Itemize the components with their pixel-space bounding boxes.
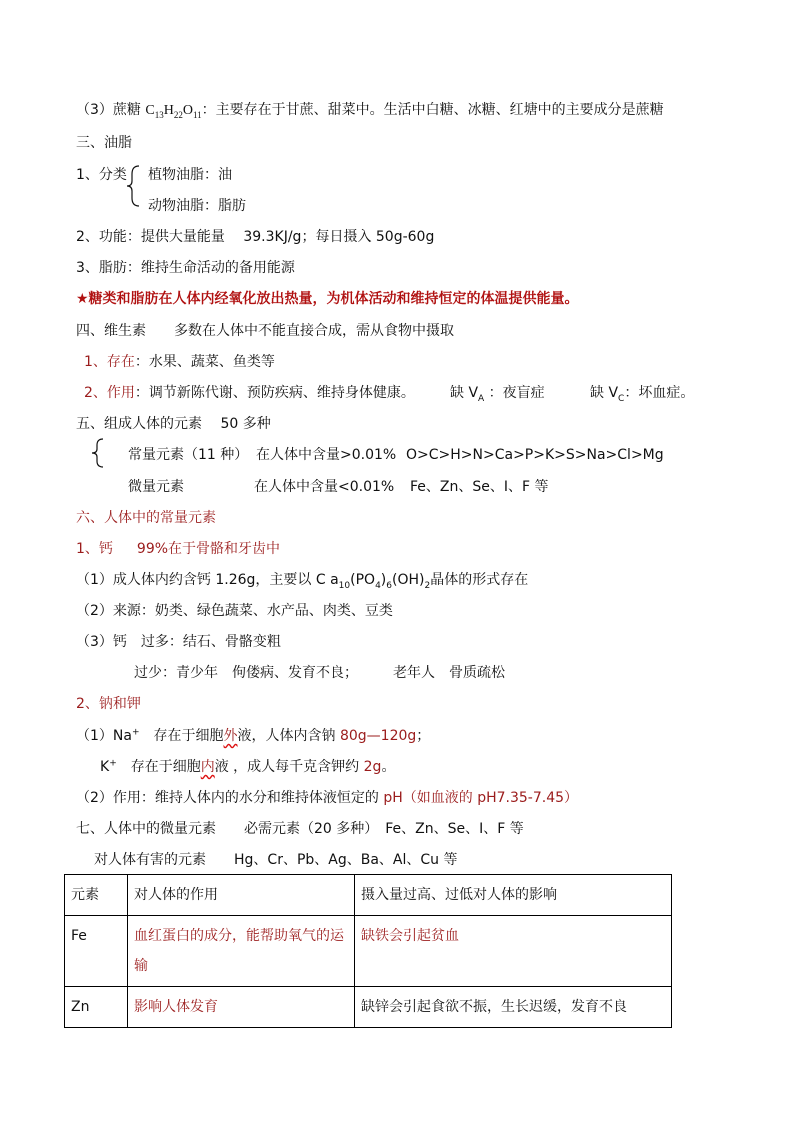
table-cell: 缺锌会引起食欲不振，生长迟缓，发育不良 [355, 987, 672, 1028]
table-header-cell: 摄入量过高、过低对人体的影响 [355, 875, 672, 916]
calcium-amount: （1）成人体内约含钙 1.26g，主要以 C $a_{10}(PO_4)_6(OH)_2$晶体的形式存在 [76, 572, 529, 591]
section-elements-heading: 五、组成人体的元素 50 多种 [76, 416, 271, 432]
fat-storage: 3、脂肪：维持生命活动的备用能源 [76, 260, 295, 276]
calcium-deficiency: 过少：青少年 佝偻病、发育不良； 老年人 骨质疏松 [134, 665, 505, 681]
calcium-source: （2）来源：奶类、绿色蔬菜、水产品、肉类、豆类 [76, 603, 393, 619]
major-elements-content: 在人体中含量>0.01% [256, 447, 397, 463]
trace-element-table [64, 874, 672, 1028]
sucrose-label: （3）蔗糖 [76, 102, 146, 118]
potassium-line: K+ 存在于细胞内液 ，成人每千克含钾约 2g。 [100, 758, 396, 775]
section-major-heading: 六、人体中的常量元素 [76, 510, 216, 526]
table-cell: Zn [65, 987, 128, 1028]
table-row [65, 987, 672, 1028]
table-cell: 影响人体发育 [128, 987, 355, 1028]
fat-brace [126, 164, 142, 208]
vitamin-c-deficiency: 缺 $V_C$：坏血症。 [590, 385, 695, 404]
trace-elements-content: 在人体中含量<0.01% [254, 479, 395, 495]
major-elements-order: O>C>H>N>Ca>P>K>S>Na>Cl>Mg [406, 447, 664, 463]
sucrose-line [76, 101, 664, 120]
table-header-cell: 对人体的作用 [128, 875, 355, 916]
vitamin-a-deficiency: 缺 $V_A$ ：夜盲症 [450, 385, 545, 404]
elements-brace [90, 437, 106, 469]
vitamin-exist: 1、存在：水果、蔬菜、鱼类等 [84, 354, 275, 370]
fat-animal: 动物油脂：脂肪 [148, 198, 246, 214]
ph-function: （2）作用：维持人体内的水分和维持体液恒定的 pH（如血液的 pH7.35-7.45） [76, 790, 579, 806]
section-fat-heading: 三、油脂 [76, 135, 132, 151]
section-trace-heading: 七、人体中的微量元素 必需元素（20 多种） Fe、Zn、Se、I、F 等 [76, 821, 524, 837]
fat-function: 2、功能：提供大量能量 39.3KJ/g；每日摄入 50g-60g [76, 229, 435, 245]
trace-elements-list: Fe、Zn、Se、I、F 等 [410, 479, 549, 495]
sucrose-desc: ：主要存在于甘蔗、甜菜中。生活中白糖、冰糖、红塘中的主要成分是蔗糖 [201, 102, 664, 118]
table-row [65, 916, 672, 987]
vitamin-use: 2、作用：调节新陈代谢、预防疾病、维持身体健康。 [84, 385, 415, 401]
fat-energy-note: ★糖类和脂肪在人体内经氧化放出热量，为机体活动和维持恒定的体温提供能量。 [76, 291, 579, 307]
trace-elements-label: 微量元素 [128, 479, 184, 495]
table-header-cell: 元素 [65, 875, 128, 916]
sodium-line: （1）Na+ 存在于细胞外液，人体内含钠 80g—120g； [76, 727, 431, 744]
major-elements-label: 常量元素（11 种） [128, 447, 249, 463]
sucrose-formula: $C_{13}H_{22}O_{11}$ [145, 103, 202, 120]
table-header-row [65, 875, 672, 916]
harmful-elements: 对人体有害的元素 Hg、Cr、Pb、Ag、Ba、Al、Cu 等 [94, 852, 458, 868]
calcium-excess: （3）钙 过多：结石、骨骼变粗 [76, 634, 281, 650]
fat-class-label: 1、分类 [76, 167, 127, 183]
section-vitamin-heading: 四、维生素 多数在人体中不能直接合成，需从食物中摄取 [76, 323, 454, 339]
table-cell: Fe [65, 916, 128, 987]
calcium-line: 1、钙 99%在于骨骼和牙齿中 [76, 541, 281, 557]
sodium-potassium-heading: 2、钠和钾 [76, 696, 141, 712]
table-cell: 血红蛋白的成分，能帮助氧气的运输 [128, 916, 355, 987]
table-cell: 缺铁会引起贫血 [355, 916, 672, 987]
fat-plant: 植物油脂：油 [148, 167, 232, 183]
